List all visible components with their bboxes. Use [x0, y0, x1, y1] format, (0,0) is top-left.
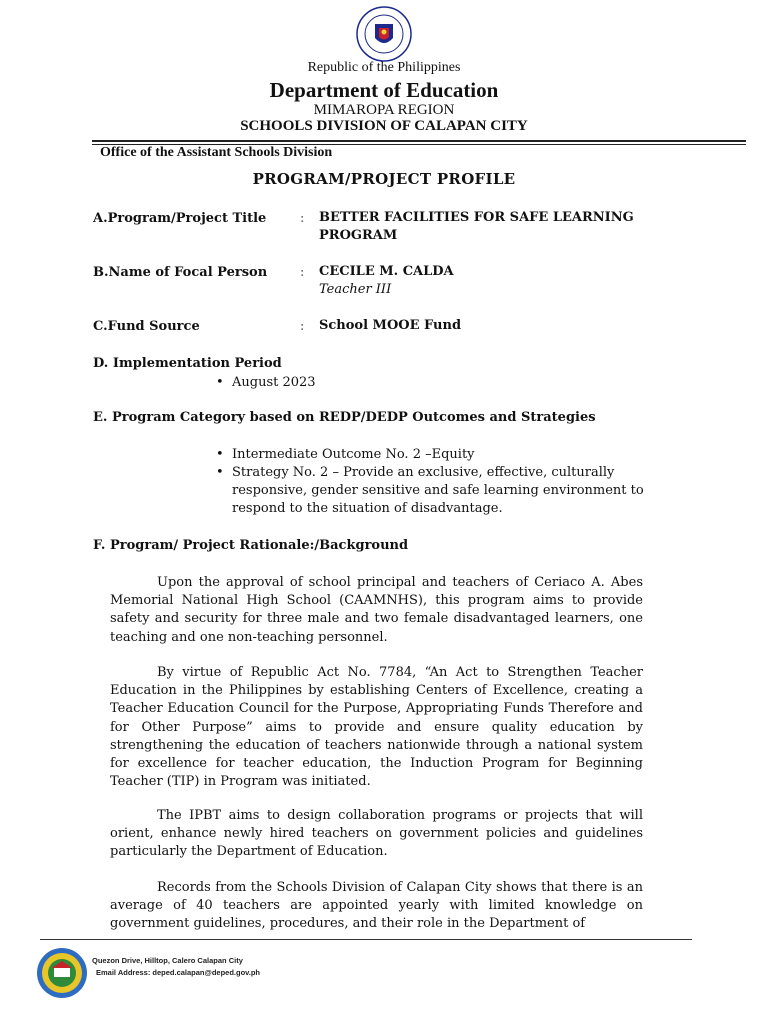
region-name: MIMAROPA REGION: [313, 102, 455, 118]
program-title-label: A.Program/Project Title: [93, 211, 267, 226]
footer-divider: [40, 939, 692, 940]
office-line: Office of the Assistant Schools Division: [100, 145, 333, 160]
focal-person-position: Teacher III: [319, 282, 392, 297]
list-item: • August 2023: [216, 375, 316, 390]
footer-email: Email Address: deped.calapan@deped.gov.ph: [96, 968, 261, 977]
division-name: SCHOOLS DIVISION OF CALAPAN CITY: [240, 118, 528, 134]
implementation-period-list: [216, 374, 316, 392]
list-item: • Strategy No. 2 – Provide an exclusive, effective, culturally responsive, gender sensitive and safe learning environment to respond to the situation of disadvantage.: [216, 465, 644, 516]
program-title-line: BETTER FACILITIES FOR SAFE LEARNING: [319, 210, 634, 225]
rationale-paragraph: Records from the Schools Division of Calapan City shows that there is an average of 40 teachers are appointed yearly with limited knowledge on government guidelines, procedures, and their role in the Department of: [110, 880, 643, 932]
outcome-text: Intermediate Outcome No. 2 –Equity: [232, 447, 475, 462]
strategy-text: Strategy No. 2 – Provide an exclusive, effective, culturally responsive, gender sensitive and safe learning environment to respond to the situation of disadvantage.: [232, 465, 644, 516]
focal-person-label: B.Name of Focal Person: [93, 265, 268, 280]
program-title-value: [319, 209, 634, 245]
division-seal-logo: [36, 947, 88, 999]
implementation-date: August 2023: [232, 375, 316, 390]
list-item: • Intermediate Outcome No. 2 –Equity: [216, 447, 475, 462]
department-name: Department of Education: [269, 78, 499, 102]
program-category-list: [216, 446, 672, 518]
colon-separator: :: [300, 265, 305, 280]
program-category-label: E. Program Category based on REDP/DEDP Outcomes and Strategies: [93, 410, 596, 425]
rationale-label: F. Program/ Project Rationale:/Background: [93, 538, 409, 553]
footer-address: Quezon Drive, Hilltop, Calero Calapan City: [92, 956, 243, 965]
fund-source-value: School MOOE Fund: [319, 318, 462, 333]
program-title-line: PROGRAM: [319, 228, 398, 243]
page-title: PROGRAM/PROJECT PROFILE: [252, 170, 516, 188]
deped-seal-logo: [356, 6, 412, 62]
fund-source-label: C.Fund Source: [93, 319, 200, 334]
rationale-paragraph: Upon the approval of school principal and teachers of Ceriaco A. Abes Memorial National High School (CAAMNHS), this program aims to provide safety and security for three male and two female disadvantaged learners, one teaching and one non-teaching personnel.: [110, 575, 643, 645]
implementation-period-label: D. Implementation Period: [93, 356, 282, 371]
focal-person-name: CECILE M. CALDA: [319, 264, 454, 279]
rationale-paragraph: By virtue of Republic Act No. 7784, “An Act to Strengthen Teacher Education in the Philippines by establishing Centers of Excellence, creating a Teacher Education Council for the Purpose, Appropriating Funds Therefore and for Other Purpose” aims to provide and ensure quality education by strengthening the education of teachers nationwide through a national system for excellence for teacher education, the Induction Program for Beginning Teacher (TIP) in Program was initiated.: [110, 665, 643, 790]
rationale-paragraph: The IPBT aims to design collaboration programs or projects that will orient, enhance newly hired teachers on government policies and guidelines particularly the Department of Education.: [110, 808, 643, 860]
colon-separator: :: [300, 319, 305, 334]
colon-separator: :: [300, 211, 305, 226]
republic-line: Republic of the Philippines: [307, 60, 461, 75]
